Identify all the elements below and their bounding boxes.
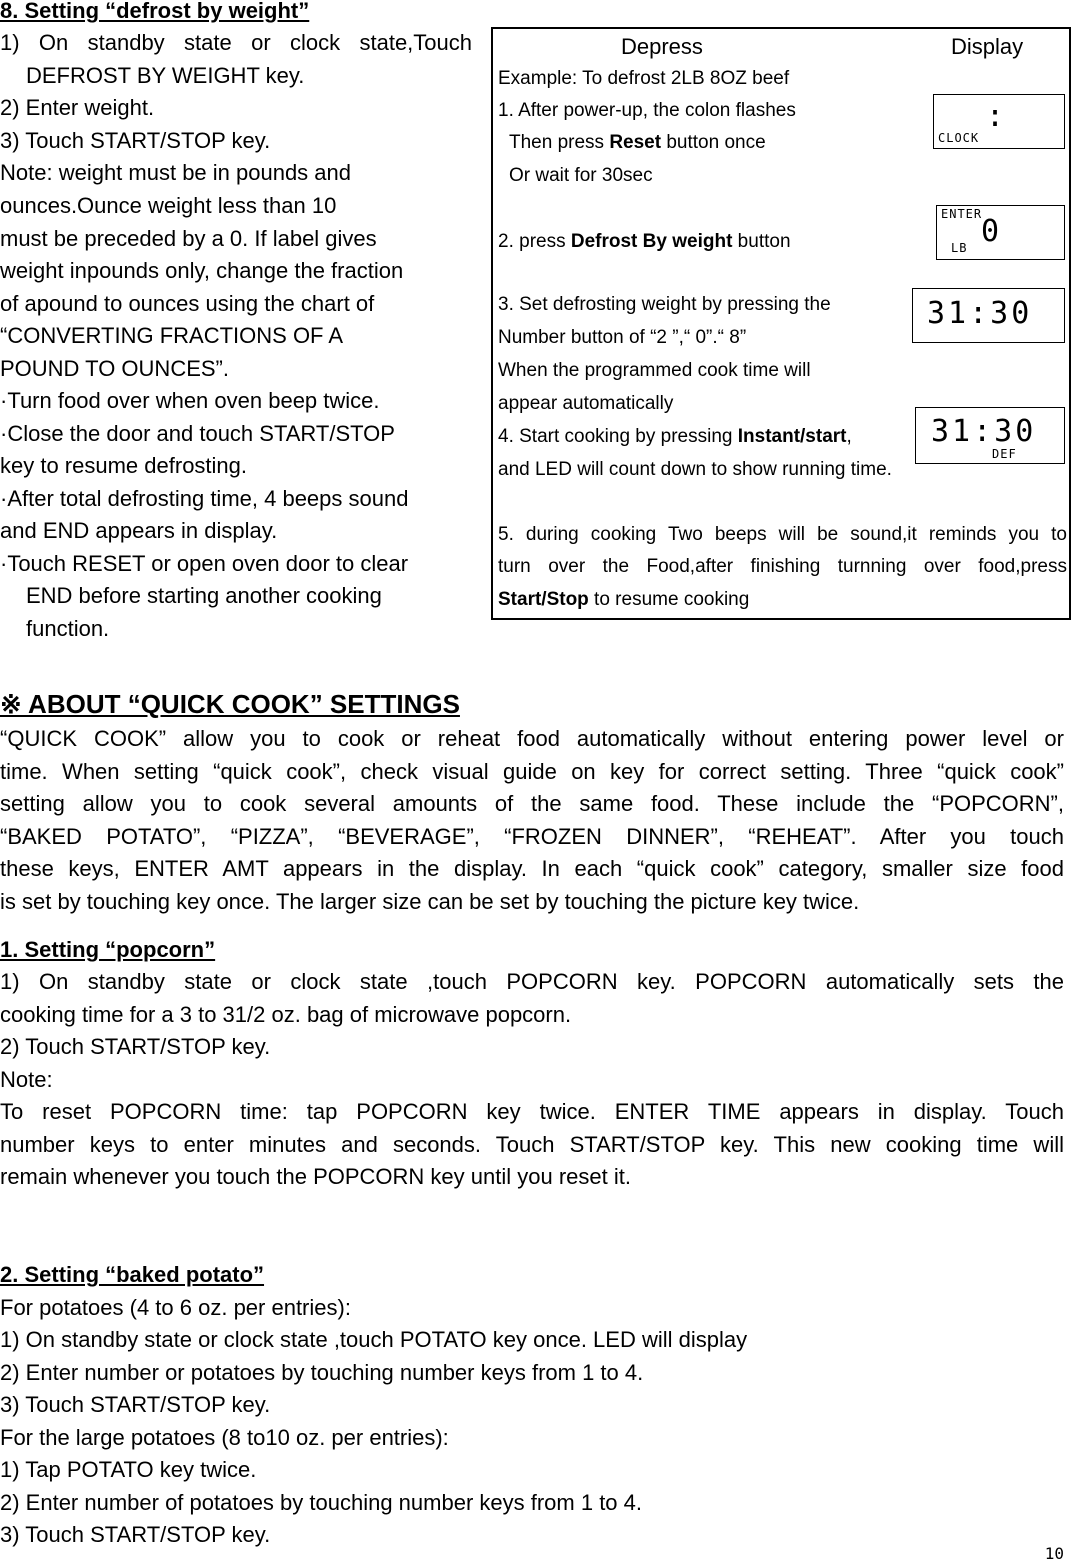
instant-start-ref: Instant/start xyxy=(737,426,847,447)
defrost-line: of apound to ounces using the chart of xyxy=(0,291,375,316)
lcd-zero: 0 xyxy=(981,214,1003,249)
box-step4-pre: 4. Start cooking by pressing xyxy=(498,426,738,447)
popcorn-line: cooking time for a 3 to 31/2 oz. bag of microwave popcorn. xyxy=(0,1002,572,1027)
defrost-line: ·Close the door and touch START/STOP xyxy=(0,421,395,446)
lcd-display-time xyxy=(912,288,1065,343)
defrost-line: ·After total defrosting time, 4 beeps sound xyxy=(0,486,409,511)
defrost-line: Note: weight must be in pounds and xyxy=(0,160,352,185)
defrost-line: ·Turn food over when oven beep twice. xyxy=(0,388,380,413)
lcd-def-label: DEF xyxy=(992,447,1017,461)
box-step3d: appear automatically xyxy=(498,393,674,414)
potato-line: 2) Enter number of potatoes by touching number keys from 1 to 4. xyxy=(0,1490,643,1515)
defrost-line: and END appears in display. xyxy=(0,518,278,543)
lcd-enter-label: ENTER xyxy=(941,207,983,221)
col-display-label: Display xyxy=(951,34,1024,59)
lcd-lb-label: LB xyxy=(951,241,968,255)
potato-line: For the large potatoes (8 to10 oz. per entries): xyxy=(0,1425,449,1450)
popcorn-heading: 1. Setting “popcorn” xyxy=(0,937,216,962)
defrost-by-weight-ref: Defrost By weight xyxy=(570,231,733,252)
box-step4b: and LED will count down to show running time. xyxy=(498,459,892,480)
box-step5: 5. during cooking Two beeps will be sound,it reminds you to xyxy=(498,524,1067,545)
lcd-def-digits: 31:30 xyxy=(931,414,1037,449)
box-step4-post: , xyxy=(846,426,852,447)
potato-line: 3) Touch START/STOP key. xyxy=(0,1392,271,1417)
quick-cook-line: these keys, ENTER AMT appears in the display. In each “quick cook” category, smaller size food xyxy=(0,856,1064,881)
defrost-line: POUND TO OUNCES”. xyxy=(0,356,229,381)
defrost-line: function. xyxy=(26,616,110,641)
defrost-heading: 8. Setting “defrost by weight” xyxy=(0,0,310,23)
box-example: Example: To defrost 2LB 8OZ beef xyxy=(498,68,790,89)
page-number: 10 xyxy=(1044,1544,1064,1563)
box-step2-post: button xyxy=(732,231,791,252)
defrost-line: must be preceded by a 0. If label gives xyxy=(0,226,377,251)
box-step3c: When the programmed cook time will xyxy=(498,360,811,381)
defrost-line: DEFROST BY WEIGHT key. xyxy=(26,63,305,88)
box-step1b-post: button once xyxy=(661,132,766,153)
defrost-line: ounces.Ounce weight less than 10 xyxy=(0,193,337,218)
lcd-display-enter xyxy=(936,205,1065,260)
lcd-display-clock xyxy=(933,94,1065,149)
popcorn-line: number keys to enter minutes and seconds. Touch START/STOP key. This new cooking time will xyxy=(0,1132,1064,1157)
quick-cook-heading: ※ ABOUT “QUICK COOK” SETTINGS xyxy=(0,689,460,719)
potato-heading: 2. Setting “baked potato” xyxy=(0,1262,265,1287)
defrost-line: weight inpounds only, change the fraction xyxy=(0,258,404,283)
potato-line: For potatoes (4 to 6 oz. per entries): xyxy=(0,1295,351,1320)
start-stop-ref: Start/Stop xyxy=(498,589,589,610)
defrost-line: END before starting another cooking xyxy=(26,583,382,608)
potato-line: 3) Touch START/STOP key. xyxy=(0,1522,271,1547)
lcd-time-digits: 31:30 xyxy=(927,296,1033,331)
defrost-line: key to resume defrosting. xyxy=(0,453,248,478)
popcorn-line: Note: xyxy=(0,1067,53,1092)
lcd-display-def xyxy=(915,407,1065,464)
defrost-line: 3) Touch START/STOP key. xyxy=(0,128,271,153)
lcd-clock-label: CLOCK xyxy=(938,131,980,145)
quick-cook-line: time. When setting “quick cook”, check visual guide on key for correct setting. Three “quick cook” xyxy=(0,759,1064,784)
col-depress-label: Depress xyxy=(621,34,703,59)
box-step5c xyxy=(498,586,749,614)
box-step5b: turn over the Food,after finishing turnning over food,press xyxy=(498,556,1067,577)
potato-line: 2) Enter number or potatoes by touching number keys from 1 to 4. xyxy=(0,1360,644,1385)
quick-cook-line: is set by touching key once. The larger size can be set by touching the picture key twice. xyxy=(0,889,860,914)
defrost-line: ·Touch RESET or open oven door to clear xyxy=(0,551,409,576)
popcorn-line: 1) On standby state or clock state ,touch POPCORN key. POPCORN automatically sets the xyxy=(0,969,1064,994)
box-step1: 1. After power-up, the colon flashes xyxy=(498,100,796,121)
potato-line: 1) Tap POTATO key twice. xyxy=(0,1457,257,1482)
potato-line: 1) On standby state or clock state ,touch POTATO key once. LED will display xyxy=(0,1327,748,1352)
quick-cook-line: “QUICK COOK” allow you to cook or reheat food automatically without entering power level or xyxy=(0,726,1064,751)
popcorn-line: remain whenever you touch the POPCORN key until you reset it. xyxy=(0,1164,631,1189)
defrost-line: 2) Enter weight. xyxy=(0,95,155,120)
box-step2 xyxy=(498,228,791,256)
lcd-colon: : xyxy=(986,99,1008,134)
quick-cook-line: setting allow you to cook several amounts of the same food. These include the “POPCORN”, xyxy=(0,791,1064,816)
popcorn-line: To reset POPCORN time: tap POPCORN key twice. ENTER TIME appears in display. Touch xyxy=(0,1099,1064,1124)
box-step4 xyxy=(498,423,852,451)
quick-cook-line: “BAKED POTATO”, “PIZZA”, “BEVERAGE”, “FROZEN DINNER”, “REHEAT”. After you touch xyxy=(0,824,1064,849)
defrost-line: 1) On standby state or clock state,Touch xyxy=(0,30,472,55)
box-step3: 3. Set defrosting weight by pressing the xyxy=(498,294,831,315)
box-step5c-post: to resume cooking xyxy=(588,589,750,610)
defrost-example-box xyxy=(491,27,1071,620)
box-step1b-pre: Then press xyxy=(509,132,610,153)
defrost-line: “CONVERTING FRACTIONS OF A xyxy=(0,323,344,348)
box-step3b: Number button of “2 ”,“ 0”.“ 8” xyxy=(498,327,747,348)
box-step1b xyxy=(509,129,766,157)
popcorn-line: 2) Touch START/STOP key. xyxy=(0,1034,271,1059)
reset-button-ref: Reset xyxy=(609,132,662,153)
box-step2-pre: 2. press xyxy=(498,231,571,252)
box-step1c: Or wait for 30sec xyxy=(509,165,653,186)
